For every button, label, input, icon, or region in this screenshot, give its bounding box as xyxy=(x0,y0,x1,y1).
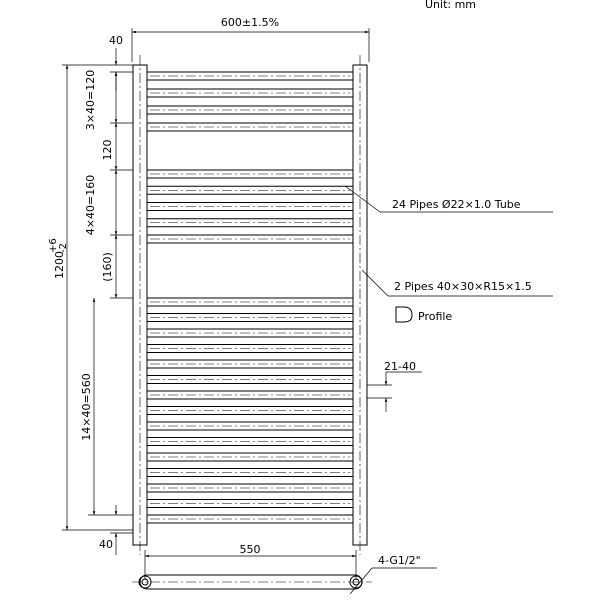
width-label: 600±1.5% xyxy=(220,16,280,29)
tube xyxy=(147,360,353,368)
group-bottom-label: 14×40=560 xyxy=(80,373,93,441)
width-dimension xyxy=(132,16,369,62)
tube-callout-text: 24 Pipes Ø22×1.0 Tube xyxy=(392,198,521,211)
left-vertical-profile xyxy=(133,55,147,555)
tube xyxy=(147,72,353,80)
pipe-pitch-label: 21-40 xyxy=(384,360,416,373)
tube xyxy=(147,407,353,415)
height-tol-plus: +6 xyxy=(48,238,59,253)
height-tol-minus: -2 xyxy=(58,243,69,253)
gap-2-label: (160) xyxy=(101,252,114,282)
tube xyxy=(147,515,353,523)
group-mid-label: 4×40=160 xyxy=(84,174,97,236)
profile-callout-text: 2 Pipes 40×30×R15×1.5 xyxy=(394,280,532,293)
tube xyxy=(147,106,353,114)
horizontal-tubes xyxy=(147,72,353,523)
tube-callout xyxy=(345,186,553,212)
top-margin-label: 40 xyxy=(109,34,123,47)
profile-symbol xyxy=(396,307,452,323)
profile-label: Profile xyxy=(418,310,453,323)
centers-label: 550 xyxy=(239,543,261,556)
tube xyxy=(147,219,353,227)
height-value: 1200 xyxy=(53,251,66,279)
left-dimension-chain xyxy=(48,34,133,555)
tube xyxy=(147,170,353,178)
height-label xyxy=(48,238,69,279)
tube xyxy=(147,469,353,477)
unit-label: Unit: mm xyxy=(425,0,477,11)
tube xyxy=(147,314,353,322)
right-vertical-profile xyxy=(353,55,367,555)
centers-dimension xyxy=(145,543,356,580)
tube xyxy=(147,453,353,461)
profile-callout xyxy=(362,270,553,296)
tube xyxy=(147,422,353,430)
tube xyxy=(147,203,353,211)
tube xyxy=(147,298,353,306)
tube xyxy=(147,500,353,508)
pipe-pitch-dimension xyxy=(367,360,422,412)
tube xyxy=(147,376,353,384)
tube xyxy=(147,186,353,194)
tube xyxy=(147,329,353,337)
tube xyxy=(147,89,353,97)
connections-label: 4-G1/2" xyxy=(378,554,421,567)
group-top-label: 3×40=120 xyxy=(84,69,97,131)
tube xyxy=(147,235,353,243)
bottom-view xyxy=(132,554,437,594)
tube xyxy=(147,123,353,131)
bottom-margin-label: 40 xyxy=(99,538,113,551)
tube xyxy=(147,484,353,492)
tube xyxy=(147,438,353,446)
gap-1-label: 120 xyxy=(101,139,114,161)
tube xyxy=(147,345,353,353)
tube xyxy=(147,391,353,399)
